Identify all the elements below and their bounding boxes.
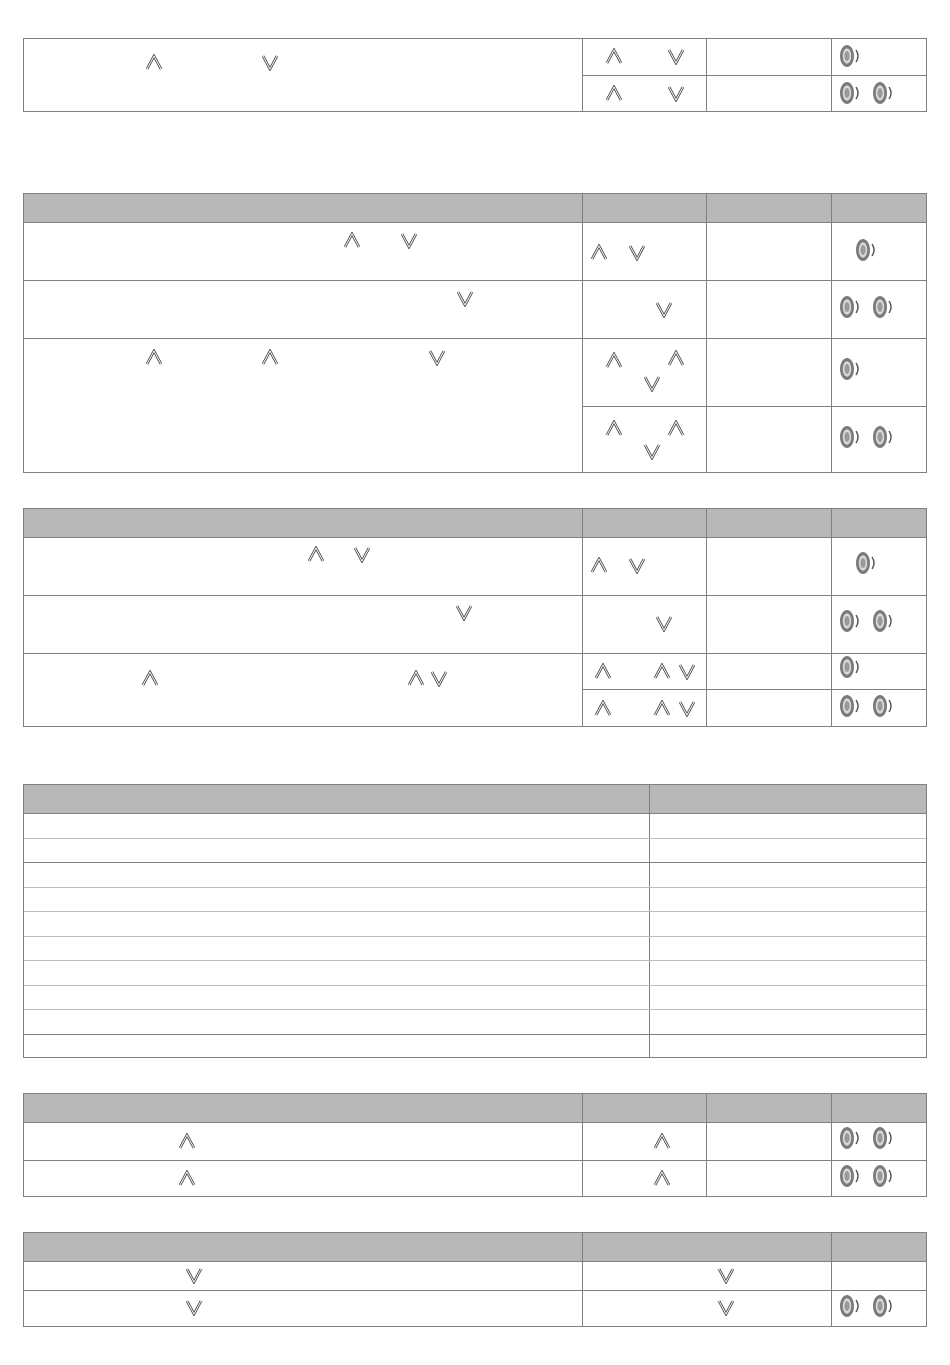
up-arrow-icon xyxy=(605,85,623,102)
speaker-icon xyxy=(839,1294,861,1318)
down-arrow-icon xyxy=(185,1267,203,1284)
down-arrow-icon xyxy=(717,1299,735,1316)
speaker-icon xyxy=(872,609,894,633)
speaker-icon xyxy=(872,694,894,718)
table-header xyxy=(24,509,926,538)
down-arrow-icon xyxy=(643,443,661,460)
up-arrow-icon xyxy=(590,557,608,574)
speaker-icon xyxy=(839,425,861,449)
speaker-icon xyxy=(855,238,877,262)
speaker-icon xyxy=(839,81,861,105)
up-arrow-icon xyxy=(594,663,612,680)
up-arrow-icon xyxy=(605,420,623,437)
up-arrow-icon xyxy=(605,352,623,369)
table-4 xyxy=(23,784,927,1058)
speaker-icon xyxy=(872,425,894,449)
up-arrow-icon xyxy=(653,1133,671,1150)
speaker-icon xyxy=(839,655,861,679)
speaker-icon xyxy=(839,694,861,718)
table-5 xyxy=(23,1093,927,1197)
down-arrow-icon xyxy=(678,700,696,717)
down-arrow-icon xyxy=(455,604,473,621)
up-arrow-icon xyxy=(178,1133,196,1150)
up-arrow-icon xyxy=(307,546,325,563)
up-arrow-icon xyxy=(667,350,685,367)
up-arrow-icon xyxy=(590,244,608,261)
speaker-icon xyxy=(839,609,861,633)
table-2 xyxy=(23,193,927,473)
down-arrow-icon xyxy=(643,375,661,392)
down-arrow-icon xyxy=(667,85,685,102)
up-arrow-icon xyxy=(407,670,425,687)
down-arrow-icon xyxy=(655,301,673,318)
up-arrow-icon xyxy=(261,349,279,366)
speaker-icon xyxy=(839,1164,861,1188)
up-arrow-icon xyxy=(653,1170,671,1187)
up-arrow-icon xyxy=(141,670,159,687)
table-header xyxy=(24,1233,926,1262)
up-arrow-icon xyxy=(343,232,361,249)
down-arrow-icon xyxy=(428,349,446,366)
speaker-icon xyxy=(872,1294,894,1318)
down-arrow-icon xyxy=(655,615,673,632)
down-arrow-icon xyxy=(667,48,685,65)
table-header xyxy=(24,194,926,223)
speaker-icon xyxy=(872,295,894,319)
down-arrow-icon xyxy=(430,670,448,687)
down-arrow-icon xyxy=(678,663,696,680)
up-arrow-icon xyxy=(667,420,685,437)
up-arrow-icon xyxy=(653,700,671,717)
up-arrow-icon xyxy=(145,54,163,71)
table-3 xyxy=(23,508,927,727)
up-arrow-icon xyxy=(178,1170,196,1187)
down-arrow-icon xyxy=(353,546,371,563)
speaker-icon xyxy=(872,81,894,105)
down-arrow-icon xyxy=(456,290,474,307)
speaker-icon xyxy=(872,1126,894,1150)
up-arrow-icon xyxy=(653,663,671,680)
speaker-icon xyxy=(855,551,877,575)
up-arrow-icon xyxy=(145,349,163,366)
speaker-icon xyxy=(839,1126,861,1150)
table-header xyxy=(24,785,926,814)
speaker-icon xyxy=(839,295,861,319)
speaker-icon xyxy=(839,44,861,68)
down-arrow-icon xyxy=(628,557,646,574)
down-arrow-icon xyxy=(261,54,279,71)
table-1 xyxy=(23,38,927,112)
up-arrow-icon xyxy=(594,700,612,717)
table-header xyxy=(24,1094,926,1123)
speaker-icon xyxy=(839,357,861,381)
down-arrow-icon xyxy=(185,1299,203,1316)
down-arrow-icon xyxy=(400,232,418,249)
speaker-icon xyxy=(872,1164,894,1188)
down-arrow-icon xyxy=(628,244,646,261)
down-arrow-icon xyxy=(717,1267,735,1284)
up-arrow-icon xyxy=(605,48,623,65)
table-6 xyxy=(23,1232,927,1327)
